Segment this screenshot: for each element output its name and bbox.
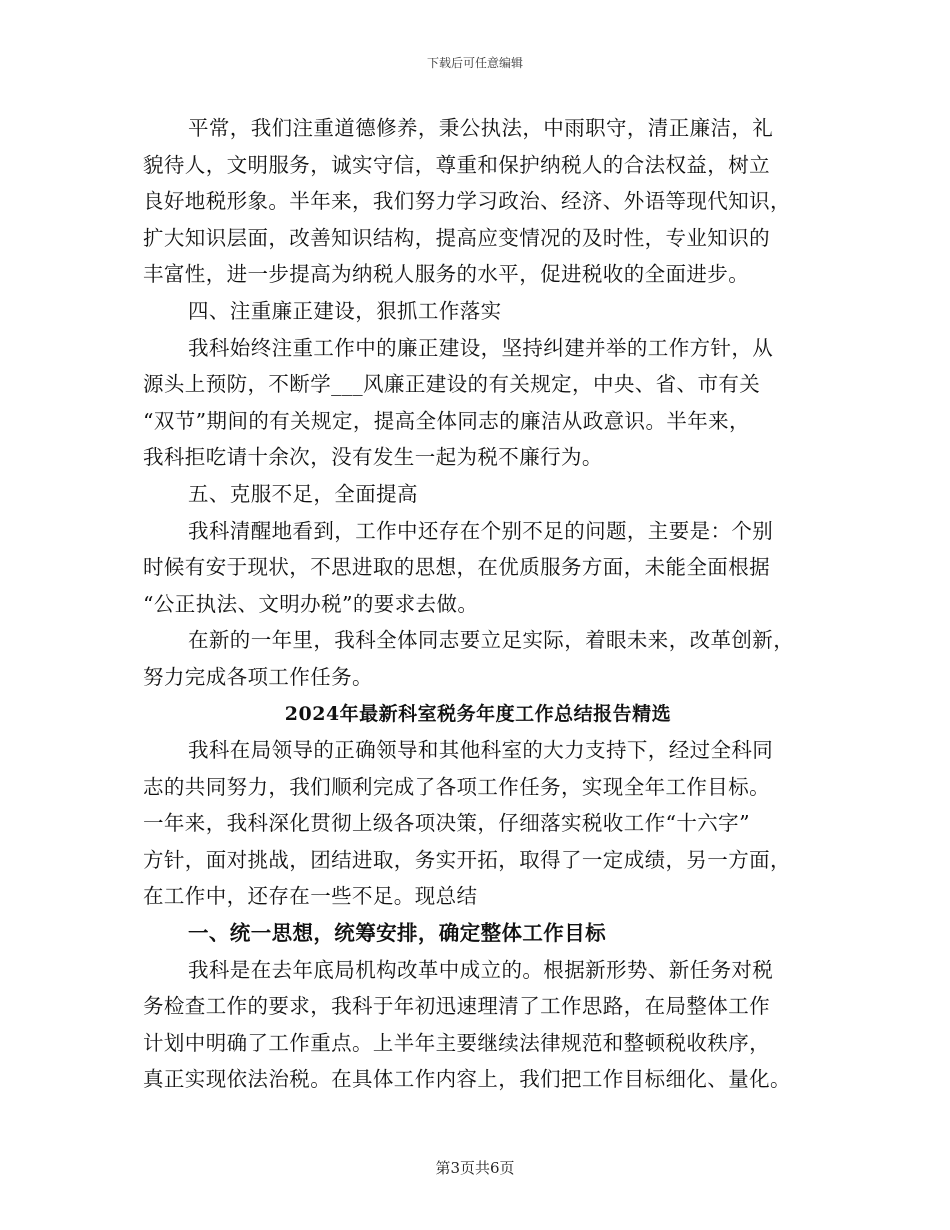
text-line: 源头上预防，不断学___风廉正建设的有关规定，中央、省、市有关 xyxy=(143,372,761,397)
text-line: 在新的一年里，我科全体同志要立足实际，着眼未来，改革创新， xyxy=(188,628,795,653)
text-line: 务检查工作的要求，我科于年初迅速理清了工作思路，在局整体工作 xyxy=(143,994,770,1019)
text-line: 计划中明确了工作重点。上半年主要继续法律规范和整顿税收秩序， xyxy=(143,1030,770,1055)
section-heading: 四、注重廉正建设，狠抓工作落实 xyxy=(188,298,502,323)
text-line: 良好地税形象。半年来，我们努力学习政治、经济、外语等现代知识， xyxy=(143,189,791,214)
text-line: 方针，面对挑战，团结进取，务实开拓，取得了一定成绩，另一方面， xyxy=(143,847,791,872)
text-line: “公正执法、文明办税”的要求去做。 xyxy=(143,591,479,616)
text-line: 我科在局领导的正确领导和其他科室的大力支持下，经过全科同 xyxy=(188,738,774,763)
text-line: 我科拒吃请十余次，没有发生一起为税不廉行为。 xyxy=(143,445,603,470)
text-line: 平常，我们注重道德修养，秉公执法，中雨职守，清正廉洁，礼 xyxy=(188,116,774,140)
section-heading: 五、克服不足，全面提高 xyxy=(188,481,418,506)
text-line: 真正实现依法治税。在具体工作内容上，我们把工作目标细化、量化。 xyxy=(143,1067,791,1092)
page-number: 第3页共6页 xyxy=(435,1159,515,1177)
report-title: 2024年最新科室税务年度工作总结报告精选 xyxy=(284,702,672,725)
text-line: 我科清醒地看到，工作中还存在个别不足的问题，主要是：个别 xyxy=(188,518,774,543)
text-line: “双节”期间的有关规定，提高全体同志的廉洁从政意识。半年来， xyxy=(143,408,750,433)
document-body xyxy=(143,110,813,1098)
text-line: 时候有安于现状，不思进取的思想，在优质服务方面，未能全面根据 xyxy=(143,555,770,580)
text-line: 志的共同努力，我们顺利完成了各项工作任务，实现全年工作目标。 xyxy=(143,774,770,799)
section-heading-bold: 一、统一思想，统筹安排，确定整体工作目标 xyxy=(188,921,606,946)
text-line: 在工作中，还存在一些不足。现总结 xyxy=(143,884,478,909)
text-line: 我科是在去年底局机构改革中成立的。根据新形势、新任务对税 xyxy=(188,957,774,982)
text-line: 貌待人，文明服务，诚实守信，尊重和保护纳税人的合法权益，树立 xyxy=(143,152,770,177)
text-line: 扩大知识层面，改善知识结构，提高应变情况的及时性，专业知识的 xyxy=(143,225,770,250)
page-header-note: 下载后可任意编辑 xyxy=(426,56,523,70)
text-line: 我科始终注重工作中的廉正建设，坚持纠建并举的工作方针，从 xyxy=(188,335,774,360)
text-line: 努力完成各项工作任务。 xyxy=(143,664,373,689)
text-line: 一年来，我科深化贯彻上级各项决策，仔细落实税收工作“十六字” xyxy=(143,811,750,836)
text-line: 丰富性，进一步提高为纳税人服务的水平，促进税收的全面进步。 xyxy=(143,262,750,287)
